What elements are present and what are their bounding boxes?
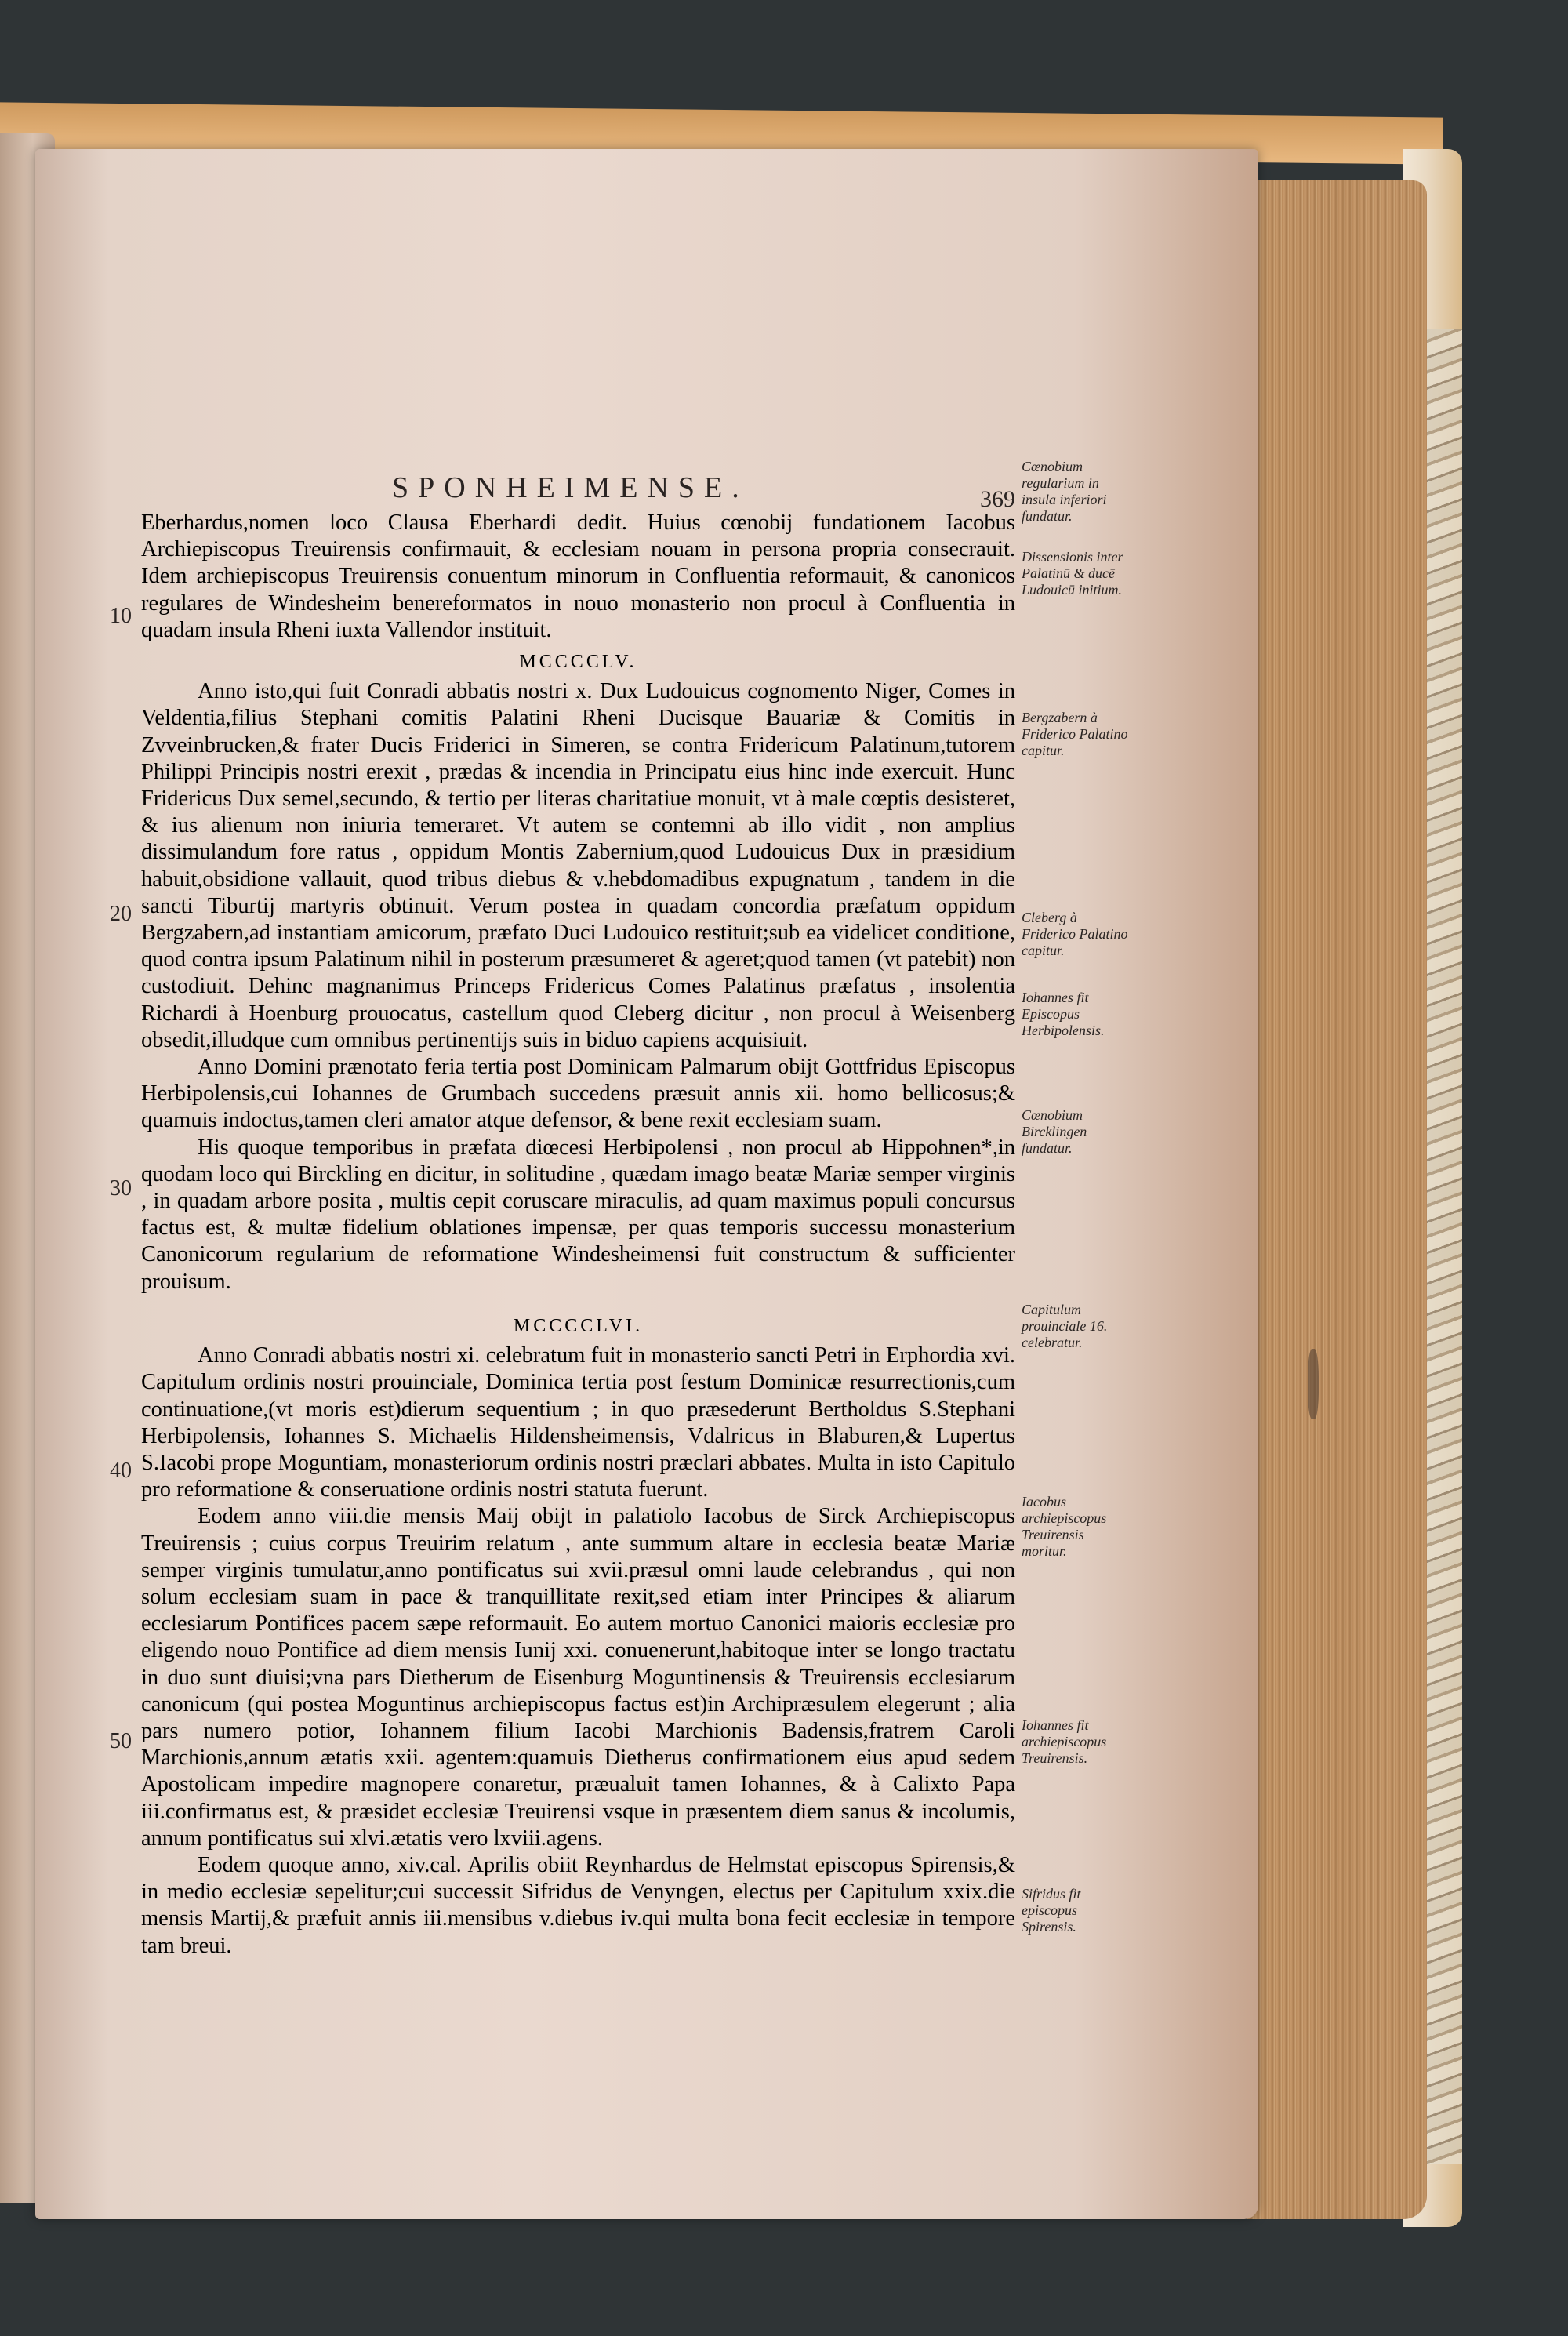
paragraph: Anno Domini prænotato feria tertia post Dominicam Palmarum obijt Gottfridus Episcopus Herbipolensis,cui Iohannes de Grumbach succedens præsuit annis xii. homo bellicosus;& quamuis indoctus,tamen cleri amator atque defensor, & bene rexit ecclesiam suam.	[141, 1055, 1015, 1133]
margin-note: Dissensionis inter Palatinū & ducē Ludouicū initium.	[1022, 549, 1123, 598]
paragraph: Anno isto,qui fuit Conradi abbatis nostri x. Dux Ludouicus cognomento Niger, Comes in Veldentia,filius Stephani comitis Palatini Rheni Ducisque Bauariæ & Comitis in Zvveinbrucken,& frater Ducis Friderici in Simeren, se contra Fridericum Palatinum,tutorem Philippi Principis nostri erexit , prædas & incendia in Principatu eius hinc inde exercuit. Hunc Fridericus Dux semel,secundo, & tertio per literas charitatiue monuit, vt à male cœptis desisteret, & ius alienum non iniuria temeraret. Vt autem se contemni ab illo vidit , non amplius dissimulandum fore ratus , oppidum Montis Zabernium,quod Ludouicus Dux in præsidium habuit,obsidione vallauit, quod tribus diebus & v.hebdomadibus expugnatum , tandem in die sancti Tiburtij martyris obtinuit. Verum postea in quadam concordia præfatum oppidum Bergzabern,ad instantiam amicorum, præfato Duci Ludouico restituit;sub ea videlicet conditione, quod contra ipsum Palatinum nihil in posterum præsumeret & ageret;quod tamen (vt patebit) non custodiuit. Dehinc magnanimus Princeps Fridericus Comes Palatinus præfatus , insolentia Richardi à Hoenburg prouocatus, castellum quod Cleberg dicitur , non procul à Weisenberg obsedit,illudque cum omnibus pertinentijs suis in biduo capiens acquisiuit.	[141, 679, 1015, 1052]
paragraph: His quoque temporibus in præfata diœcesi Herbipolensi , non procul ab Hippohnen*,in quodam loco qui Birckling en dicitur, in solitudine , quædam imago beatæ Mariæ semper virginis , in quadam arbore posita , multis cepit coruscare miraculis, ad quam maximus populi concursus factus est, & multæ fidelium oblationes impensæ, per quas temporis successu monasterium Canonicorum regularium de reformatione Windesheimensi fuit constructum & sufficienter prouisum.	[141, 1135, 1015, 1294]
margin-note: Cleberg à Friderico Palatino capitur.	[1022, 910, 1128, 958]
body-text	[141, 510, 1015, 1960]
year-heading: MCCCCLV.	[519, 652, 637, 673]
paragraph: Anno Conradi abbatis nostri xi. celebratum fuit in monasterio sancti Petri in Erphordia xvi. Capitulum ordinis nostri prouinciale, Dominica tertia post festum Dominicæ resurrectionis,cum continuatione,(vt moris est)dierum sequentium ; in quo præsederunt Bertholdus S.Stephani Herbipolensis, Iohannes S. Michaelis Hildensheimensis, Vdalricus in Blaburen,& Lupertus S.Iacobi prope Moguntiam, monasteriorum ordinis nostri præclari abbates. Multa in isto Capitulo pro reformatione & conseruatione ordinis nostri statuta fuerunt.	[141, 1343, 1015, 1502]
page-number: 369	[980, 486, 1015, 512]
line-number: 40	[110, 1459, 132, 1483]
margin-note: Iohannes fit Episcopus Herbipolensis.	[1022, 990, 1105, 1038]
margin-note: Cœnobium Bircklingen fundatur.	[1022, 1107, 1087, 1156]
margin-note: Bergzabern à Friderico Palatino capitur.	[1022, 710, 1128, 758]
margin-note: Iohannes fit archiepiscopus Treuirensis.	[1022, 1717, 1107, 1766]
line-number: 20	[110, 902, 132, 926]
margin-note: Iacobus archiepiscopus Treuirensis moritur.	[1022, 1494, 1107, 1559]
ink-stain	[1308, 1349, 1319, 1419]
marbled-edge	[1423, 329, 1462, 2164]
right-page	[35, 149, 1258, 2219]
running-header: SPONHEIMENSE.	[392, 471, 749, 504]
page-block-edge	[1247, 180, 1427, 2219]
margin-note: Cœnobium regularium in insula inferiori fundatur.	[1022, 459, 1107, 524]
margin-note: Sifridus fit episcopus Spirensis.	[1022, 1886, 1081, 1935]
paragraph: Eodem quoque anno, xiv.cal. Aprilis obiit Reynhardus de Helmstat episcopus Spirensis,& in medio ecclesiæ sepelitur;cui successit Sifridus de Venyngen, electus per Capitulum xxix.die mensis Martij,& præfuit annis iii.mensibus v.diebus iv.qui multa bona fecit ecclesiæ in tempore tam breui.	[141, 1852, 1015, 1958]
paragraph: Eberhardus,nomen loco Clausa Eberhardi dedit. Huius cœnobij fundationem Iacobus Archiepiscopus Treuirensis confirmauit, & ecclesiam nouam in persona propria consecrauit. Idem archiepiscopus Treuirensis conuentum minorum in Confluentia reformauit, & canonicos regulares de Windesheim benereformatos in nouo monasterio non procul à Confluentia in quadam insula Rheni iuxta Vallendor instituit.	[141, 510, 1015, 642]
margin-note: Capitulum prouinciale 16. celebratur.	[1022, 1302, 1108, 1350]
line-number: 10	[110, 604, 132, 628]
line-number: 30	[110, 1176, 132, 1201]
paragraph: Eodem anno viii.die mensis Maij obijt in palatiolo Iacobus de Sirck Archiepiscopus Treuirensis ; cuius corpus Treuirim relatum , ante summum altare in ecclesia beatæ Mariæ semper virginis tumulatur,anno pontificatus sui xvii.præsul omni laude celebrandus , qui non solum ecclesiam suam in pace & tranquillitate rexit,sed etiam inter Principes & aliarum ecclesiarum Pontifices pacem sæpe reformauit. Eo autem mortuo Canonici maioris ecclesiæ pro eligendo nouo Pontifice ad diem mensis Iunij xxi. conuenerunt,habitoque inter se longo tractatu in duo sunt diuisi;vna pars Dietherum de Eisenburg Moguntinensis & Treuirensis ecclesiarum canonicum (qui postea Moguntinus archiepiscopus factus est)in Archipræsulem elegerunt ; alia pars numero potior, Iohannem filium Iacobi Marchionis Badensis,fratrem Caroli Marchionis,annum ætatis xxii. agentem:quamuis Dietherus confirmationem eius apud sedem Apostolicam impedire magnopere conaretur, præualuit tamen Iohannes, & à Calixto Papa iii.confirmatus est, & præsidet ecclesiæ Treuirensi vsque in præsentem diem sanus & incolumis, annum pontificatus sui xlvi.ætatis vero lxviii.agens.	[141, 1504, 1015, 1851]
year-heading: MCCCCLVI.	[513, 1315, 644, 1336]
line-number: 50	[110, 1729, 132, 1753]
